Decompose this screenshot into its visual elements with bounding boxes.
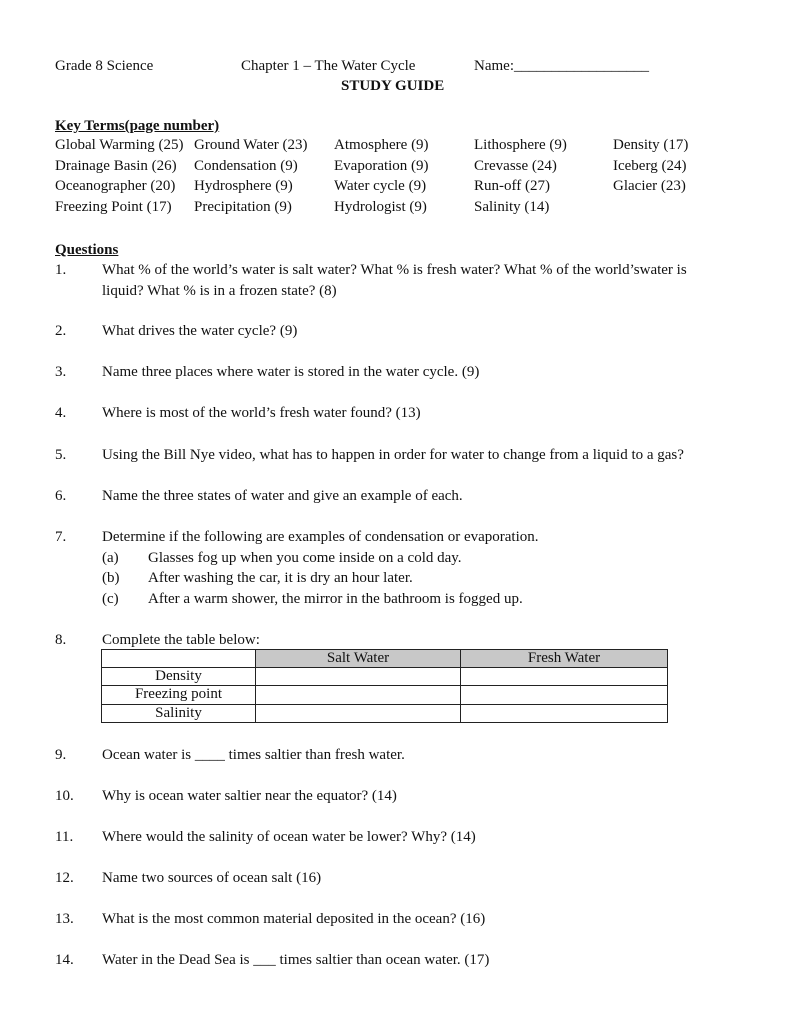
question-number: 12. bbox=[55, 870, 74, 886]
key-term: Water cycle (9) bbox=[334, 178, 427, 195]
question-text: Name two sources of ocean salt (16) bbox=[102, 870, 322, 886]
question-text: What % of the world’s water is salt water? What % is fresh water? What % of the world’swater is bbox=[102, 262, 687, 278]
key-term: Salinity (14) bbox=[474, 198, 550, 215]
table-cell-empty[interactable] bbox=[461, 704, 668, 722]
question-number: 9. bbox=[55, 747, 67, 763]
grade-label: Grade 8 Science bbox=[55, 58, 154, 74]
chapter-label: Chapter 1 – The Water Cycle bbox=[241, 58, 416, 74]
table-header-empty bbox=[102, 650, 256, 668]
question-text: Determine if the following are examples of condensation or evaporation. bbox=[102, 529, 539, 545]
key-term: Atmosphere (9) bbox=[334, 137, 429, 153]
key-term: Iceberg (24) bbox=[613, 157, 687, 174]
key-term: Precipitation (9) bbox=[194, 198, 292, 215]
question-number: 13. bbox=[55, 911, 74, 927]
question-text: Name the three states of water and give an example of each. bbox=[102, 488, 463, 504]
question-number: 7. bbox=[55, 529, 67, 545]
key-term: Evaporation (9) bbox=[334, 157, 429, 174]
comparison-table bbox=[101, 649, 668, 723]
question-number: 8. bbox=[55, 632, 67, 648]
question-number: 3. bbox=[55, 364, 67, 380]
sub-text: After a warm shower, the mirror in the bathroom is fogged up. bbox=[148, 591, 523, 607]
question-number: 10. bbox=[55, 788, 74, 804]
table-row bbox=[102, 704, 668, 722]
table-cell-empty[interactable] bbox=[461, 686, 668, 704]
question-number: 14. bbox=[55, 952, 74, 968]
questions-heading: Questions bbox=[55, 242, 119, 258]
page-title: STUDY GUIDE bbox=[341, 78, 445, 94]
name-field: Name:__________________ bbox=[474, 58, 649, 74]
table-header-fresh-water: Fresh Water bbox=[461, 650, 668, 668]
sub-text: After washing the car, it is dry an hour later. bbox=[148, 570, 413, 586]
question-number: 4. bbox=[55, 405, 67, 421]
key-term: Hydrosphere (9) bbox=[194, 178, 293, 195]
question-text: Complete the table below: bbox=[102, 632, 260, 648]
table-cell-empty[interactable] bbox=[256, 704, 461, 722]
question-text: Using the Bill Nye video, what has to happen in order for water to change from a liquid to a gas? bbox=[102, 447, 684, 463]
question-text-continued: liquid? What % is in a frozen state? (8) bbox=[102, 283, 337, 299]
key-term: Crevasse (24) bbox=[474, 157, 557, 174]
table-row-label: Density bbox=[102, 668, 256, 686]
table-row-label: Salinity bbox=[102, 704, 256, 722]
question-text: Name three places where water is stored in the water cycle. (9) bbox=[102, 364, 480, 380]
key-term: Lithosphere (9) bbox=[474, 137, 567, 153]
table-header-salt-water: Salt Water bbox=[256, 650, 461, 668]
table-cell-empty[interactable] bbox=[461, 668, 668, 686]
key-term: Hydrologist (9) bbox=[334, 198, 427, 215]
question-text: Where would the salinity of ocean water be lower? Why? (14) bbox=[102, 829, 476, 845]
key-term: Ground Water (23) bbox=[194, 137, 308, 153]
table-row-label: Freezing point bbox=[102, 686, 256, 704]
question-number: 6. bbox=[55, 488, 67, 504]
question-text: Where is most of the world’s fresh water found? (13) bbox=[102, 405, 421, 421]
question-number: 2. bbox=[55, 323, 67, 339]
key-term: Oceanographer (20) bbox=[55, 178, 176, 195]
question-number: 11. bbox=[55, 829, 74, 845]
table-header-row bbox=[102, 650, 668, 668]
question-text: Ocean water is ____ times saltier than fresh water. bbox=[102, 747, 405, 763]
sub-label: (b) bbox=[102, 570, 120, 586]
sub-label: (a) bbox=[102, 550, 119, 566]
key-term: Condensation (9) bbox=[194, 157, 298, 174]
key-terms-heading: Key Terms(page number) bbox=[55, 118, 220, 134]
key-term: Density (17) bbox=[613, 137, 689, 153]
table-row bbox=[102, 668, 668, 686]
table-cell-empty[interactable] bbox=[256, 686, 461, 704]
question-text: What drives the water cycle? (9) bbox=[102, 323, 298, 339]
key-term: Run-off (27) bbox=[474, 178, 550, 195]
question-text: Why is ocean water saltier near the equator? (14) bbox=[102, 788, 397, 804]
table-row bbox=[102, 686, 668, 704]
question-number: 1. bbox=[55, 262, 67, 278]
question-text: What is the most common material deposited in the ocean? (16) bbox=[102, 911, 486, 927]
key-term: Glacier (23) bbox=[613, 178, 686, 195]
key-term: Freezing Point (17) bbox=[55, 198, 172, 215]
key-term: Drainage Basin (26) bbox=[55, 157, 177, 174]
table-cell-empty[interactable] bbox=[256, 668, 461, 686]
question-text: Water in the Dead Sea is ___ times saltier than ocean water. (17) bbox=[102, 952, 490, 968]
sub-label: (c) bbox=[102, 591, 119, 607]
key-term: Global Warming (25) bbox=[55, 137, 184, 153]
question-number: 5. bbox=[55, 447, 67, 463]
sub-text: Glasses fog up when you come inside on a cold day. bbox=[148, 550, 462, 566]
